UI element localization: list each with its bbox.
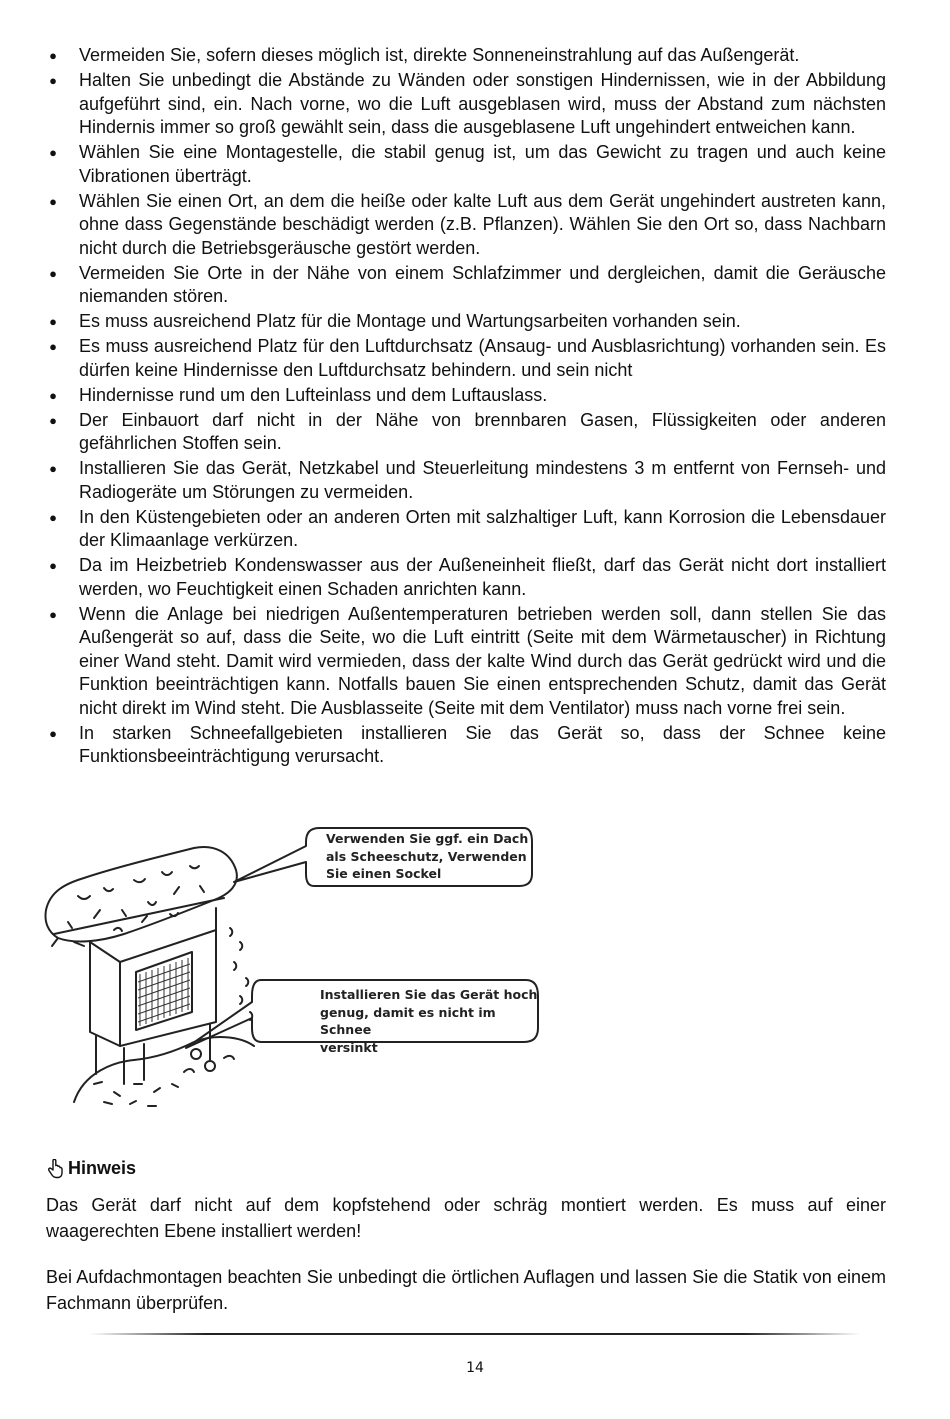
- bullet-icon: ●: [49, 193, 57, 209]
- page-number: 14: [466, 1360, 484, 1376]
- list-item-text: In den Küstengebieten oder an anderen Orten mit salzhaltiger Luft, kann Korrosion die Lebensdauer der Klimaanlage verkürzen.: [79, 506, 886, 550]
- installation-guidelines-list: [46, 44, 886, 770]
- list-item: [46, 190, 886, 261]
- list-item-text: Halten Sie unbedingt die Abstände zu Wänden oder sonstigen Hindernissen, wie in der Abbildung aufgeführt sind, ein. Nach vorne, wo die Luft ausgeblasen wird, muss der Abstand zum nächsten Hindernis immer so groß gewählt sein, dass die ausgeblasene Luft ungehindert entweichen kann.: [79, 70, 886, 137]
- hinweis-heading: [46, 1158, 136, 1179]
- list-item-text: Installieren Sie das Gerät, Netzkabel und Steuerleitung mindestens 3 m entfernt von Fernseh- und Radiogeräte um Störungen zu vermeiden.: [79, 458, 886, 502]
- bullet-icon: ●: [49, 606, 57, 622]
- list-item: [46, 603, 886, 721]
- note-paragraph: Bei Aufdachmontagen beachten Sie unbedingt die örtlichen Auflagen und lassen Sie die Statik von einem Fachmann überprüfen.: [46, 1267, 886, 1313]
- bullet-icon: ●: [49, 725, 57, 741]
- elevation-callout-text: Installieren Sie das Gerät hoch genug, damit es nicht im Schnee versinkt: [320, 987, 538, 1055]
- list-item: [46, 457, 886, 504]
- list-item-text: Vermeiden Sie Orte in der Nähe von einem Schlafzimmer und dergleichen, damit die Geräusche niemanden stören.: [79, 262, 886, 306]
- list-item-text: Es muss ausreichend Platz für die Montage und Wartungsarbeiten vorhanden sein.: [79, 311, 741, 331]
- roof-callout-text: Verwenden Sie ggf. ein Dach als Scheeschutz, Verwenden Sie einen Sockel: [326, 831, 529, 881]
- bullet-icon: ●: [49, 73, 57, 88]
- bullet-icon: ●: [49, 48, 57, 63]
- list-item-text: Der Einbauort darf nicht in der Nähe von brennbaren Gasen, Flüssigkeiten oder anderen gefährlichen Stoffen sein.: [79, 409, 886, 453]
- list-item-text: Wählen Sie eine Montagestelle, die stabil genug ist, um das Gewicht zu tragen und auch keine Vibrationen überträgt.: [79, 142, 886, 186]
- list-item: [46, 409, 886, 456]
- bullet-icon: ●: [49, 145, 57, 160]
- list-item: [46, 335, 886, 382]
- list-item: [46, 722, 886, 769]
- bullet-icon: ●: [49, 558, 57, 573]
- snow-installation-illustration: [44, 822, 544, 1122]
- list-item-text: Hindernisse rund um den Lufteinlass und dem Luftauslass.: [79, 384, 548, 405]
- bullet-icon: ●: [49, 387, 57, 403]
- footer-divider: [90, 1333, 860, 1335]
- pointing-hand-icon: [46, 1159, 64, 1179]
- list-item: [46, 310, 886, 334]
- list-item-text: Da im Heizbetrieb Kondenswasser aus der Außeneinheit fließt, darf das Gerät nicht dort installiert werden, wo Feuchtigkeit einen Schaden anrichten kann.: [79, 555, 886, 599]
- bullet-icon: ●: [49, 314, 57, 329]
- list-item: [46, 69, 886, 140]
- hinweis-title: Hinweis: [68, 1158, 137, 1178]
- list-item-text: Wählen Sie einen Ort, an dem die heiße oder kalte Luft aus dem Gerät ungehindert austreten kann, ohne dass Gegenstände beschädigt werden (z.B. Pflanzen). Wählen Sie den Ort so, dass Nachbarn nicht durch die Betriebsgeräusche gestört werden.: [79, 190, 886, 258]
- bullet-icon: ●: [49, 265, 57, 281]
- list-item: [46, 506, 886, 553]
- list-item-text: Es muss ausreichend Platz für den Luftdurchsatz (Ansaug- und Ausblasrichtung) vorhanden sein. Es dürfen keine Hindernisse den Luftdurchsatz behindern. und sein nicht: [79, 336, 886, 380]
- list-item: [46, 384, 886, 408]
- list-item: [46, 554, 886, 601]
- note-paragraph: Das Gerät darf nicht auf dem kopfstehend oder schräg montiert werden. Es muss auf einer waagerechten Ebene installiert werden!: [46, 1195, 886, 1241]
- bullet-icon: ●: [49, 509, 57, 525]
- list-item: [46, 262, 886, 309]
- list-item-text: Vermeiden Sie, sofern dieses möglich ist, direkte Sonneneinstrahlung auf das Außengerät.: [79, 45, 800, 65]
- list-item-text: In starken Schneefallgebieten installieren Sie das Gerät so, dass der Schnee keine Funktionsbeeinträchtigung verursacht.: [79, 722, 886, 766]
- bullet-icon: ●: [49, 339, 57, 354]
- bullet-icon: ●: [49, 412, 57, 428]
- list-item: [46, 141, 886, 188]
- bullet-icon: ●: [49, 461, 57, 476]
- list-item: [46, 44, 886, 68]
- list-item-text: Wenn die Anlage bei niedrigen Außentemperaturen betrieben werden soll, dann stellen Sie das Außengerät so auf, dass die Seite, wo die Luft eintritt (Seite mit dem Wärmetauscher) in Richtung einer Wand steht. Damit wird vermieden, dass der kalte Wind durch das Gerät gedrückt wird und die Funktion beeinträchtigen kann. Notfalls bauen Sie einen entsprechenden Schutz, damit das Gerät nicht direkt im Wind steht. Die Ausblasseite (Seite mit dem Ventilator) muss nach vorne frei sein.: [79, 603, 886, 718]
